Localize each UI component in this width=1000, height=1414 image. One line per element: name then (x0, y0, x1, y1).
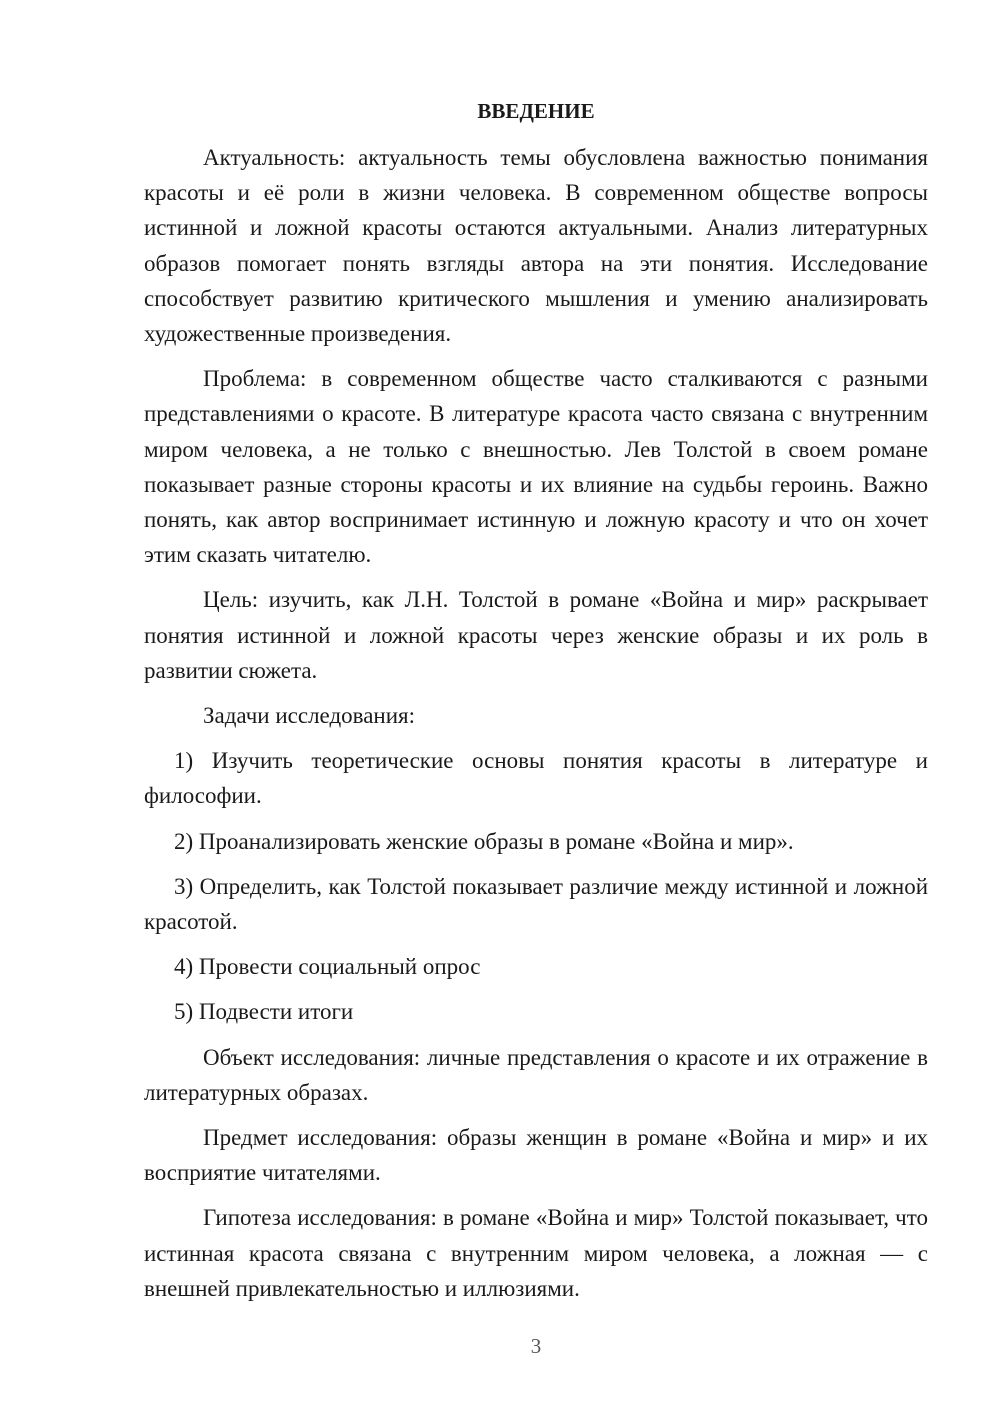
paragraph-object: Объект исследования: личные представления о красоте и их отражение в литературных образах. (144, 1044, 928, 1105)
task-item-5: 5) Подвести итоги (174, 999, 354, 1025)
section-heading: ВВЕДЕНИЕ (477, 99, 595, 123)
paragraph-hypothesis: Гипотеза исследования: в романе «Война и мир» Толстой показывает, что истинная красота связана с внутренним миром человека, а ложная — с внешней привлекательностью и иллюзиями. (144, 1205, 928, 1301)
task-item-3: 3) Определить, как Толстой показывает различие между истинной и ложной красотой. (144, 873, 928, 935)
tasks-title: Задачи исследования: (203, 703, 416, 729)
paragraph-problem: Проблема: в современном обществе часто сталкиваются с разными представлениями о красоте. В литературе красота часто связана с внутренним миром человека, а не только с внешностью. Лев Толстой в своем романе показывает разные стороны красоты и их влияние на судьбы героинь. Важно понять, как автор воспринимает истинную и ложную красоту и что он хочет этим сказать читателю. (144, 366, 928, 568)
task-item-1: 1) Изучить теоретические основы понятия красоты в литературе и философии. (144, 748, 928, 809)
task-item-4: 4) Провести социальный опрос (174, 954, 481, 980)
paragraph-subject: Предмет исследования: образы женщин в романе «Война и мир» и их восприятие читателями. (144, 1125, 928, 1186)
paragraph-goal: Цель: изучить, как Л.Н. Толстой в романе «Война и мир» раскрывает понятия истинной и ложной красоты через женские образы и их роль в развитии сюжета. (144, 587, 928, 683)
page-content (144, 95, 928, 1316)
task-item-2: 2) Проанализировать женские образы в романе «Война и мир». (174, 828, 794, 854)
page-number: 3 (530, 1334, 542, 1358)
paragraph-relevance: Актуальность: актуальность темы обусловлена важностью понимания красоты и её роли в жизни человека. В современном обществе вопросы истинной и ложной красоты остаются актуальными. Анализ литературных образов помогает понять взгляды автора на эти понятия. Исследование способствует развитию критического мышления и умению анализировать художественные произведения. (144, 145, 928, 347)
